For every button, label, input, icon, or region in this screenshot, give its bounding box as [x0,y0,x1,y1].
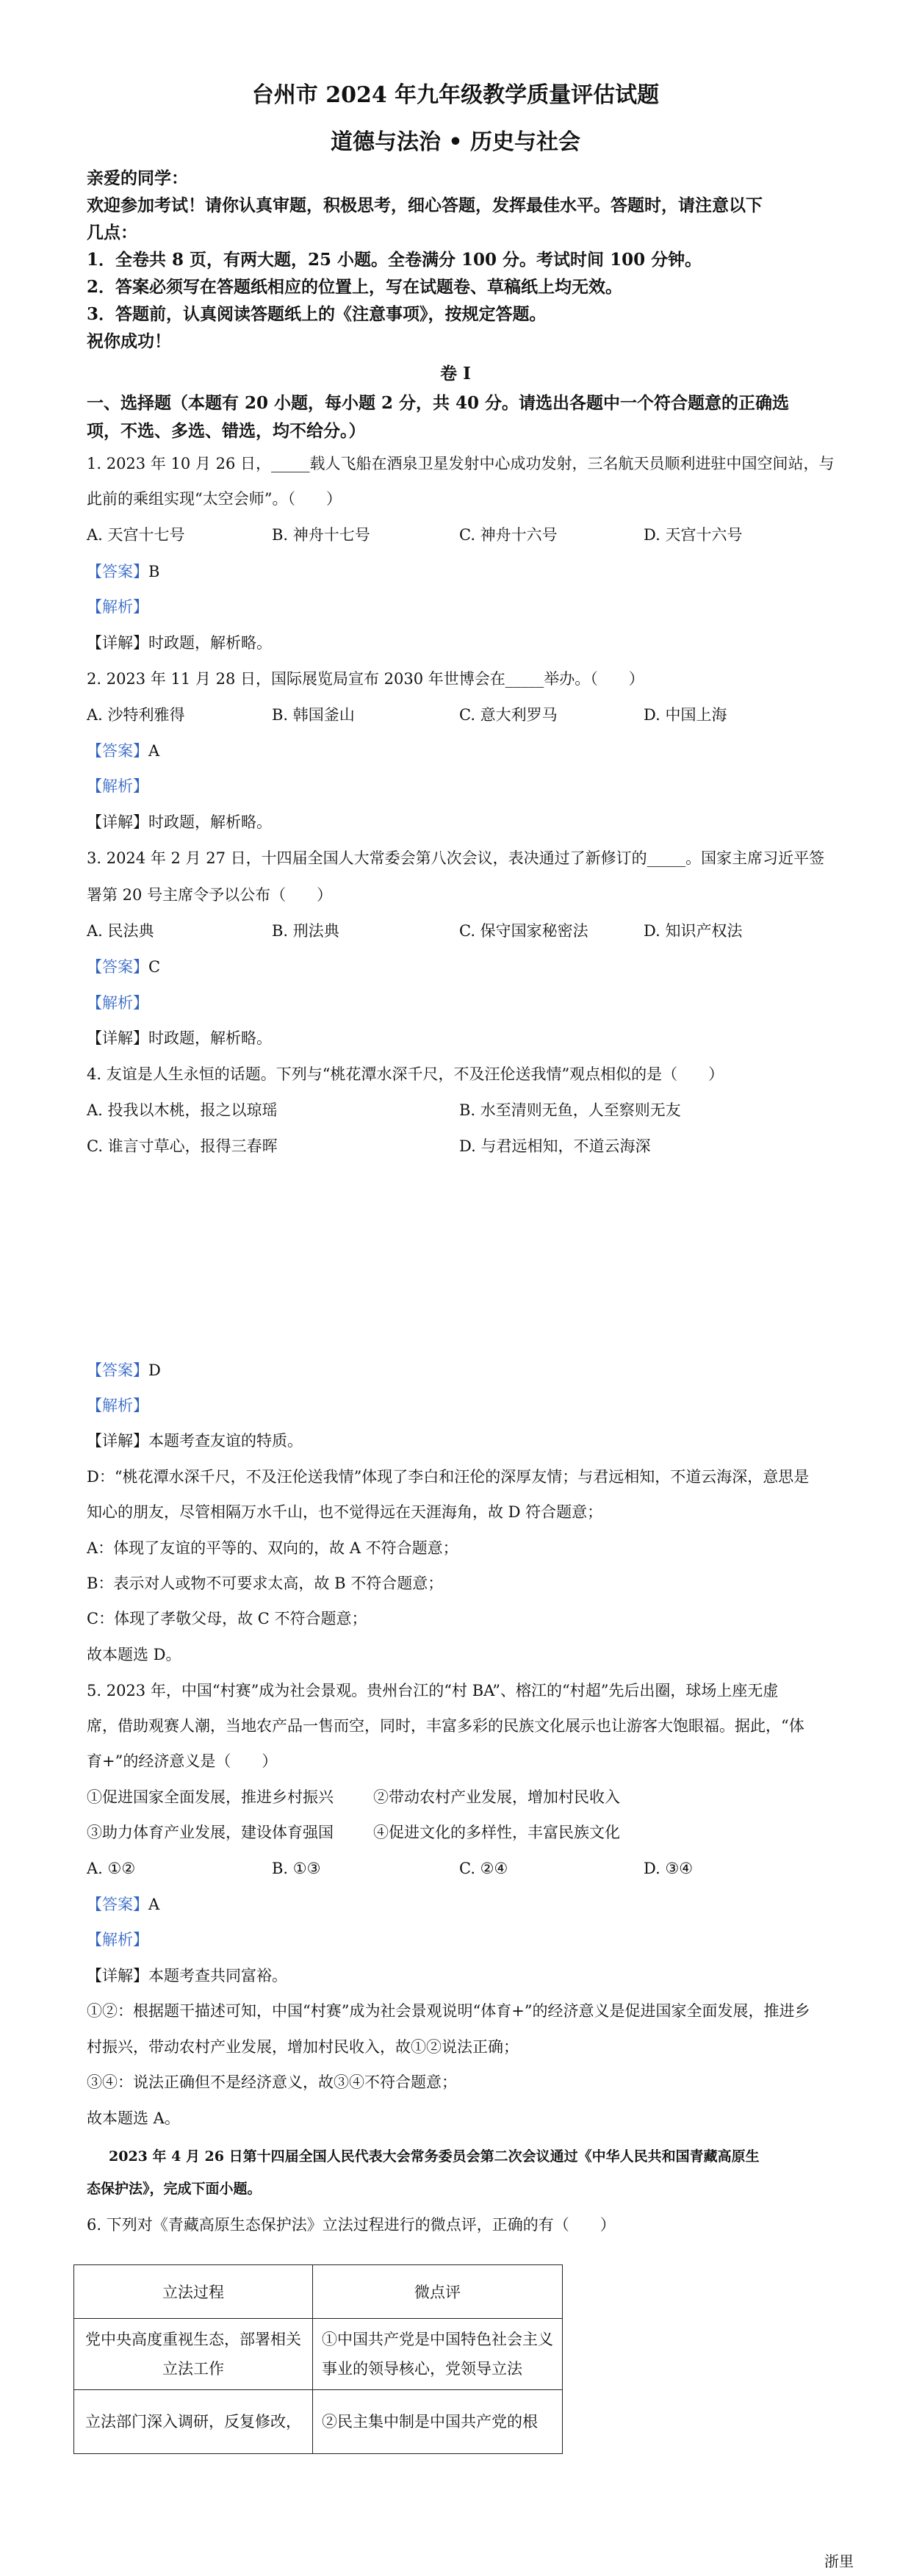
q5-explanation-line: ③④：说法正确但不是经济意义，故③④不符合题意； [87,2073,457,2091]
q3-detail: 【详解】时政题，解析略。 [87,1029,272,1047]
q4-explanation-line: B：表示对人或物不可要求太高，故 B 不符合题意； [87,1575,444,1592]
q4-option-a: A. 投我以木桃，报之以琼瑶 [87,1101,278,1119]
intro-line-2: 几点： [87,223,137,242]
q5-option-b: B. ①③ [272,1860,321,1877]
q1-stem-line-1: 1. 2023 年 10 月 26 日，_____载人飞船在酒泉卫星发射中心成功发射，三名航天员顺利进驻中国空间站，与 [87,455,835,472]
intro-rule-3: 3．答题前，认真阅读答题纸上的《注意事项》，按规定答题。 [87,304,547,324]
q4-explanation-line: A：体现了友谊的平等的、双向的，故 A 不符合题意； [87,1539,458,1557]
q5-choice-2: ②带动农村产业发展，增加村民收入 [373,1788,620,1806]
q1-option-d: D. 天宫十六号 [644,526,743,544]
section-1-line-1: 一、选择题（本题有 20 小题，每小题 2 分，共 40 分。请选出各题中一个符合题意的正确选 [87,393,790,413]
q1-option-c: C. 神舟十六号 [459,526,558,544]
q5-option-a: A. ①② [87,1860,136,1877]
q1-option-a: A. 天宫十七号 [87,526,185,544]
q2-detail: 【详解】时政题，解析略。 [87,813,272,831]
q3-option-d: D. 知识产权法 [644,922,743,940]
q2-answer [87,740,159,762]
answer-value: A [148,1896,160,1913]
exam-subtitle: 道德与法治 • 历史与社会 [330,129,581,155]
q1-analysis-tag: 【解析】 [87,598,148,616]
q2-analysis-tag: 【解析】 [87,777,148,795]
q5-choice-1: ①促进国家全面发展，推进乡村振兴 [87,1788,334,1806]
q2-stem-line-1: 2. 2023 年 11 月 28 日，国际展览局宣布 2030 年世博会在_____举办。（ ） [87,670,644,688]
q4-explanation-line: D：“桃花潭水深千尺，不及汪伦送我情”体现了李白和汪伦的深厚友情；与君远相知，不道云海深，意思是 [87,1468,810,1486]
material-line-2: 态保护法》，完成下面小题。 [87,2181,262,2197]
table-row [74,2390,563,2454]
q5-option-d: D. ③④ [644,1860,694,1877]
table-cell: ②民主集中制是中国共产党的根 [313,2390,563,2454]
q3-analysis-tag: 【解析】 [87,994,148,1012]
q3-option-b: B. 刑法典 [272,922,339,940]
answer-value: C [148,958,161,976]
table-row [74,2319,563,2390]
q5-option-c: C. ②④ [459,1860,508,1877]
q5-choice-4: ④促进文化的多样性，丰富民族文化 [373,1824,620,1841]
page-footer: 浙里 [824,2552,854,2570]
q3-stem-line-1: 3. 2024 年 2 月 27 日，十四届全国人大常委会第八次会议，表决通过了新修订的_____。国家主席习近平签 [87,849,825,867]
q2-option-d: D. 中国上海 [644,706,727,724]
q5-choice-3: ③助力体育产业发展，建设体育强国 [87,1824,334,1841]
answer-value: D [148,1361,161,1379]
q3-answer [87,956,160,978]
q3-option-a: A. 民法典 [87,922,154,940]
table-header-cell: 立法过程 [74,2265,313,2319]
q2-option-b: B. 韩国釜山 [272,706,355,724]
answer-tag: 【答案】 [87,563,148,580]
table-header-cell: 微点评 [313,2265,563,2319]
answer-tag: 【答案】 [87,742,148,760]
table-header-row [74,2265,563,2319]
exam-title: 台州市 2024 年九年级教学质量评估试题 [251,82,660,108]
q1-option-b: B. 神舟十七号 [272,526,370,544]
q6-stem: 6. 下列对《青藏高原生态保护法》立法过程进行的微点评，正确的有（ ） [87,2216,616,2234]
q1-answer [87,561,159,583]
q6-table [73,2264,563,2454]
table-cell: 党中央高度重视生态，部署相关立法工作 [74,2319,313,2390]
q4-explanation-line: 知心的朋友，尽管相隔万水千山，也不觉得远在天涯海角，故 D 符合题意； [87,1503,603,1521]
q3-stem-line-2: 署第 20 号主席令予以公布（ ） [87,886,333,904]
q5-stem-line-1: 5. 2023 年，中国“村赛”成为社会景观。贵州台江的“村 BA”、榕江的“村超”先后出圈，球场上座无虚 [87,1682,779,1699]
q4-explanation-line: 故本题选 D。 [87,1646,181,1663]
intro-rule-1: 1．全卷共 8 页，有两大题，25 小题。全卷满分 100 分。考试时间 100 分钟。 [87,250,702,270]
table-cell: ①中国共产党是中国特色社会主义事业的领导核心，党领导立法 [313,2319,563,2390]
q2-option-c: C. 意大利罗马 [459,706,558,724]
intro-wish: 祝你成功！ [87,331,171,351]
answer-tag: 【答案】 [87,1896,148,1913]
q5-stem-line-3: 育+”的经济意义是（ ） [87,1752,278,1770]
table-cell: 立法部门深入调研，反复修改， [74,2390,313,2454]
section-1-line-2: 项，不选、多选、错选，均不给分。） [87,421,366,441]
answer-value: A [148,742,160,760]
answer-tag: 【答案】 [87,1361,148,1379]
q5-answer [87,1893,159,1915]
q1-stem-line-2: 此前的乘组实现“太空会师”。（ ） [87,490,342,508]
q4-analysis-tag: 【解析】 [87,1397,148,1414]
q4-option-b: B. 水至清则无鱼，人至察则无友 [459,1101,681,1119]
q4-explanation-line: C：体现了孝敬父母，故 C 不符合题意； [87,1610,367,1627]
q4-stem-line-1: 4. 友谊是人生永恒的话题。下列与“桃花潭水深千尺，不及汪伦送我情”观点相似的是（ ） [87,1065,724,1083]
greeting: 亲爱的同学： [87,168,188,188]
volume-heading: 卷 I [440,364,471,384]
q5-explanation-line: ①②：根据题干描述可知，中国“村赛”成为社会景观说明“体育+”的经济意义是促进国家全面发展，推进乡 [87,2002,810,2020]
q4-option-c: C. 谁言寸草心，报得三春晖 [87,1137,278,1155]
q4-option-d: D. 与君远相知，不道云海深 [459,1137,651,1155]
q2-option-a: A. 沙特利雅得 [87,706,185,724]
intro-line-1: 欢迎参加考试！请你认真审题，积极思考，细心答题，发挥最佳水平。答题时，请注意以下 [87,195,763,215]
q5-stem-line-2: 席，借助观赛人潮，当地农产品一售而空，同时，丰富多彩的民族文化展示也让游客大饱眼福。据此，“体 [87,1717,804,1735]
q1-detail: 【详解】时政题，解析略。 [87,634,272,652]
answer-tag: 【答案】 [87,958,148,976]
q5-explanation-line: 故本题选 A。 [87,2109,180,2127]
q5-explanation-line: 村振兴，带动农村产业发展，增加村民收入，故①②说法正确； [87,2038,519,2056]
answer-value: B [148,563,160,580]
q5-analysis-tag: 【解析】 [87,1931,148,1949]
intro-rule-2: 2．答案必须写在答题纸相应的位置上，写在试题卷、草稿纸上均无效。 [87,277,623,297]
q4-detail: 【详解】本题考查友谊的特质。 [87,1432,303,1450]
q3-option-c: C. 保守国家秘密法 [459,922,588,940]
q4-answer [87,1359,161,1381]
material-line-1: 2023 年 4 月 26 日第十四届全国人民代表大会常务委员会第二次会议通过《中华人民共和国青藏高原生 [109,2148,760,2165]
q5-detail: 【详解】本题考查共同富裕。 [87,1967,287,1985]
